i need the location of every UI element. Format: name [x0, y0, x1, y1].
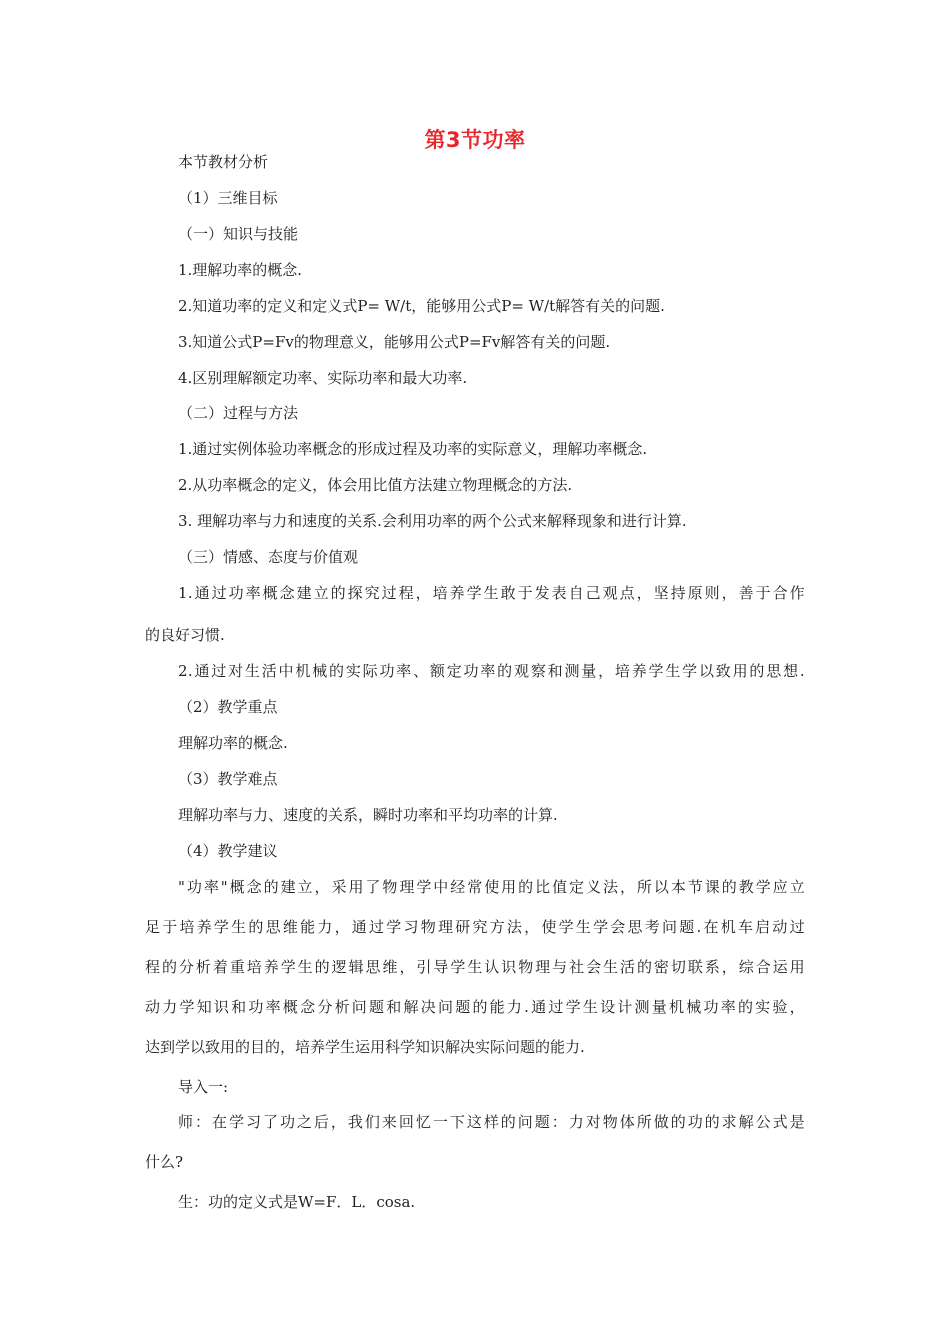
- list-item: 1.理解功率的概念.: [178, 261, 303, 279]
- subsection-heading: （一）知识与技能: [178, 225, 299, 243]
- paragraph-line: 导入一:: [178, 1078, 229, 1096]
- list-item: 2.通过对生活中机械的实际功率、额定功率的观察和测量，培养学生学以致用的思想.: [178, 662, 805, 680]
- paragraph-line: 达到学以致用的目的，培养学生运用科学知识解决实际问题的能力.: [145, 1038, 585, 1056]
- section-heading: 本节教材分析: [178, 153, 269, 171]
- subsection-heading: （4）教学建议: [178, 842, 278, 860]
- subsection-heading: （3）教学难点: [178, 770, 278, 788]
- list-item: 2.从功率概念的定义，体会用比值方法建立物理概念的方法.: [178, 476, 573, 494]
- list-item: 1.通过实例体验功率概念的形成过程及功率的实际意义，理解功率概念.: [178, 440, 648, 458]
- paragraph-line: 动力学知识和功率概念分析问题和解决问题的能力.通过学生设计测量机械功率的实验，: [145, 998, 805, 1016]
- list-item: 4.区别理解额定功率、实际功率和最大功率.: [178, 369, 468, 387]
- paragraph-line: 理解功率与力、速度的关系，瞬时功率和平均功率的计算.: [178, 806, 558, 824]
- list-item: 1.通过功率概念建立的探究过程，培养学生敢于发表自己观点，坚持原则，善于合作: [178, 584, 805, 602]
- list-item: 3. 理解功率与力和速度的关系.会利用功率的两个公式来解释现象和进行计算.: [178, 512, 687, 530]
- subsection-heading: （1）三维目标: [178, 189, 278, 207]
- paragraph-line: 生：功的定义式是W=F．L．cosa.: [178, 1193, 416, 1211]
- paragraph-line: "功率"概念的建立，采用了物理学中经常使用的比值定义法，所以本节课的教学应立: [178, 878, 805, 896]
- list-item: 2.知道功率的定义和定义式P= W/t，能够用公式P= W/t解答有关的问题.: [178, 297, 665, 315]
- paragraph-line: 师：在学习了功之后，我们来回忆一下这样的问题：力对物体所做的功的求解公式是: [178, 1113, 805, 1131]
- paragraph-line: 足于培养学生的思维能力，通过学习物理研究方法，使学生学会思考问题.在机车启动过: [145, 918, 805, 936]
- subsection-heading: （二）过程与方法: [178, 404, 299, 422]
- list-item: 3.知道公式P=Fv的物理意义，能够用公式P=Fv解答有关的问题.: [178, 333, 611, 351]
- paragraph-line: 的良好习惯.: [145, 626, 225, 644]
- paragraph-line: 理解功率的概念.: [178, 734, 288, 752]
- paragraph-line: 什么?: [145, 1153, 184, 1171]
- document-title: 第3节功率: [424, 128, 526, 152]
- subsection-heading: （2）教学重点: [178, 698, 278, 716]
- subsection-heading: （三）情感、态度与价值观: [178, 548, 359, 566]
- paragraph-line: 程的分析着重培养学生的逻辑思维，引导学生认识物理与社会生活的密切联系，综合运用: [145, 958, 805, 976]
